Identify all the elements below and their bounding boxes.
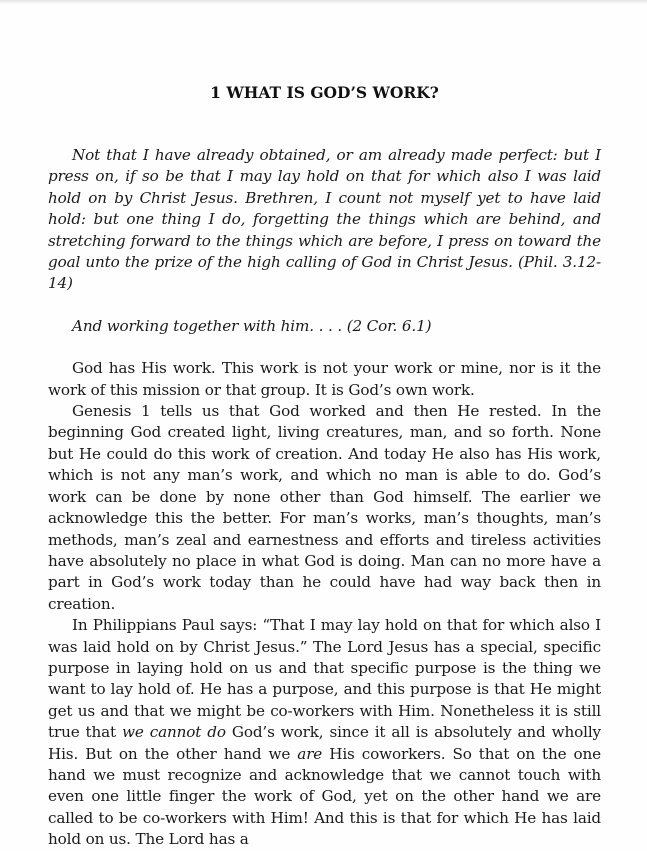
epigraph-philippians: Not that I have already obtained, or am already made perfect: but I press on, if so be that I may lay hold on that for which also I was laid hold on by Christ Jesus. Brethren, I count not myself yet to have laid hold: but one thing I do, forgetting the things which are behind, and stretching forward to the things which are before, I press on toward the goal unto the prize of the high calling of God in Christ Jesus. (Phil. 3.12-14) [48, 146, 601, 293]
emphasis-text: are [297, 744, 323, 763]
epigraph-corinthians: And working together with him. . . . (2 Cor. 6.1) [72, 316, 432, 335]
text-run: His coworkers. So that on the one hand we must recognize and acknowledge that we cannot touch with even one little finger the work of God, yet on the other hand we are called to be co-workers with Him! And this is that for which He has laid hold on us. The Lord has a [48, 744, 601, 849]
text-run: In Philippians Paul says: “That I may lay hold on that for which also I was laid hold on by Christ Jesus.” The Lord Jesus has a special, specific purpose in laying hold on us and that specific purpose is the thing we want to lay hold of. He has a purpose, and this purpose is that He might get us and that we might be co-workers with Him. Nonetheless it is still true that [48, 616, 601, 742]
text-run: God’s work, since it all is absolutely and wholly His. But on the other hand we [48, 723, 601, 763]
emphasis-text: we cannot do [122, 723, 226, 742]
chapter-title: 1 WHAT IS GOD’S WORK? [210, 83, 439, 102]
document-page [48, 78, 601, 851]
page-top-shadow [0, 0, 647, 4]
body-paragraph [48, 615, 601, 850]
body-paragraph: God has His work. This work is not your work or mine, nor is it the work of this mission or that group. It is God’s own work. [48, 359, 601, 399]
body-paragraph: Genesis 1 tells us that God worked and then He rested. In the beginning God created light, living creatures, man, and so forth. None but He could do this work of creation. And today He also has His work, which is not any man’s work, and which no man is able to do. God’s work can be done by none other than God himself. The earlier we acknowledge this the better. For man’s works, man’s thoughts, man’s methods, man’s zeal and earnestness and efforts and tireless activities have absolutely no place in what God is doing. Man can no more have a part in God’s work today than he could have had way back then in creation. [48, 402, 601, 613]
